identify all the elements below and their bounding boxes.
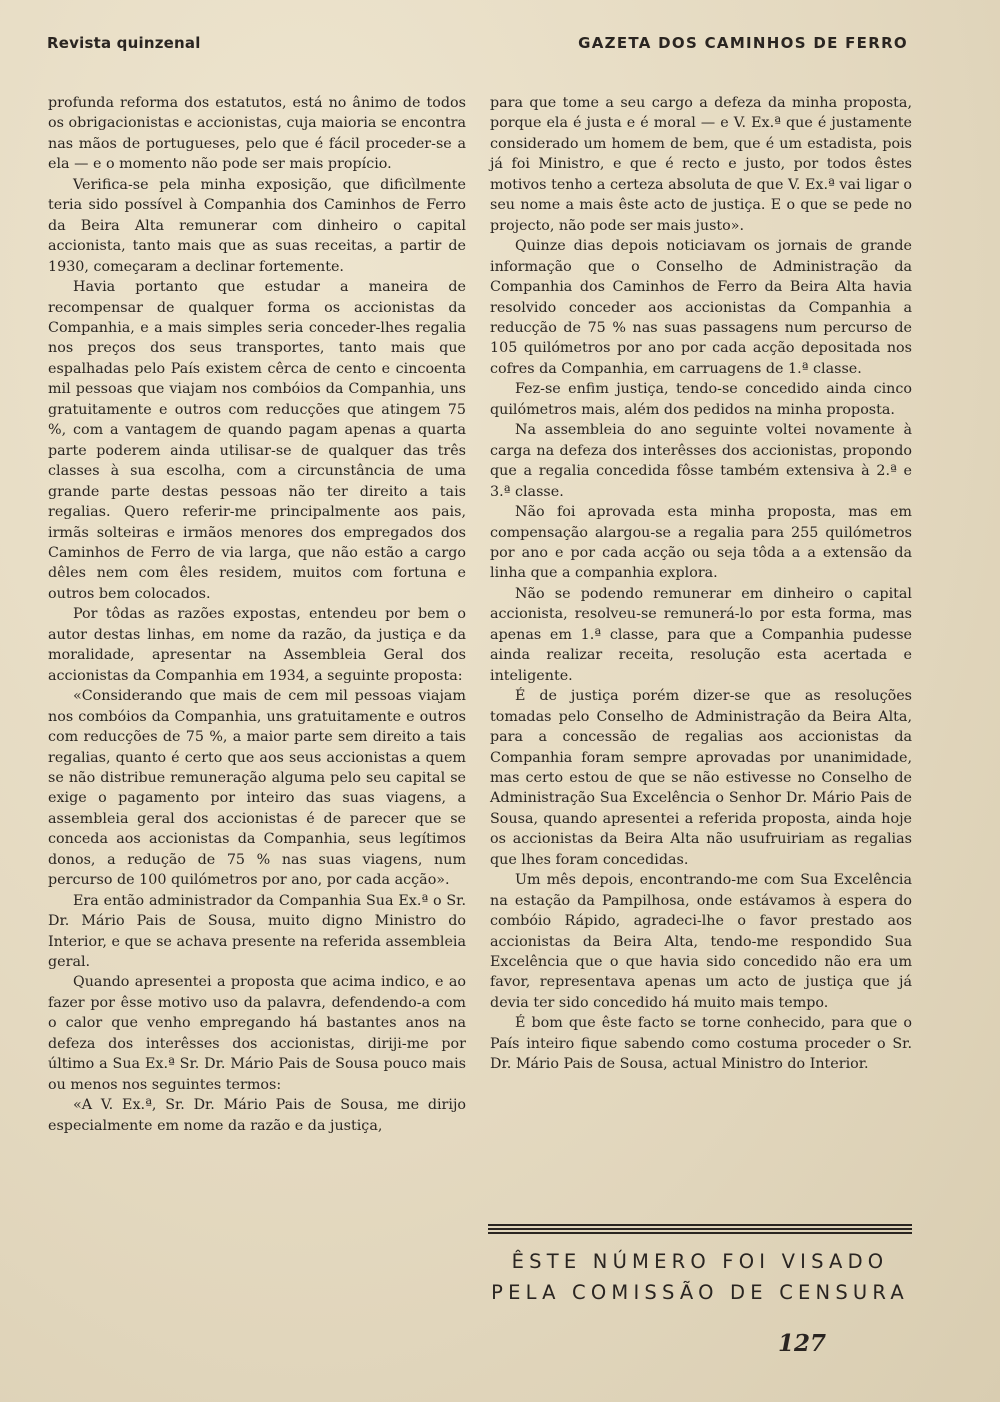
paragraph: profunda reforma dos estatutos, está no ânimo de todos os obrigacionistas e accionistas, cuja maioria se encontra nas mãos de portugueses, pelo que é fácil proceder-se a ela — e o momento não pode ser mais propício. (48, 95, 466, 173)
paragraph: Era então administrador da Companhia Sua Ex.ª o Sr. Dr. Mário Pais de Sousa, muito digno Ministro do Interior, e que se achava presente na referida assembleia geral. (48, 892, 466, 971)
paragraph: «Considerando que mais de cem mil pessoas viajam nos combóios da Companhia, uns gratuitamente e outros com reducções de 75 %, a maior parte sem direito a tais regalias, quanto é certo que aos seus accionistas a quem se não distribue remuneração alguma pelo seu capital se exige o pagamento por inteiro das suas viagens, a assembleia geral dos accionistas é de parecer que se conceda aos accionistas da Companhia, seus legítimos donos, a redução de 75 % nas suas viagens, num percurso de 100 quilómetros por ano, por cada acção». (48, 688, 466, 889)
paragraph: Não se podendo remunerar em dinheiro o capital accionista, resolveu-se remunerá-lo por esta forma, mas apenas em 1.ª classe, para que a Companhia pudesse ainda realizar receita, resolução esta acertada e inteligente. (490, 585, 912, 684)
paragraph: Verifica-se pela minha exposição, que dificìlmente teria sido possível à Companhia dos Caminhos de Ferro da Beira Alta remunerar com dinheiro o capital accionista, tanto mais que as suas receitas, a partir de 1930, começaram a declinar fortemente. (48, 176, 466, 275)
paragraph: Fez-se enfim justiça, tendo-se concedido ainda cinco quilómetros mais, além dos pedidos na minha proposta. (490, 381, 912, 418)
censorship-notice-line: ÊSTE NÚMERO FOI VISADO (511, 1250, 889, 1273)
paragraph: Um mês depois, encontrando-me com Sua Excelência na estação da Pampilhosa, onde estávamos à espera do combóio Rápido, agradeci-lhe o favor prestado aos accionistas da Beira Alta, tendo-me respondido Sua Excelência que o que havia sido concedido não era um favor, representava apenas um acto de justiça que já devia ter sido concedido há muito mais tempo. (490, 872, 912, 1011)
paragraph: Por tôdas as razões expostas, entendeu por bem o autor destas linhas, em nome da razão, da justiça e da moralidade, apresentar na Assembleia Geral dos accionistas da Companhia em 1934, a seguinte proposta: (48, 606, 466, 684)
paragraph: Quinze dias depois noticiavam os jornais de grande informação que o Conselho de Administração da Companhia dos Caminhos de Ferro da Beira Alta havia resolvido conceder aos accionistas da Companhia a reducção de 75 % nas suas passagens num percurso de 105 quilómetros por ano por cada acção depositada nos cofres da Companhia, em carruagens de 1.ª classe. (490, 238, 912, 377)
paragraph: Na assembleia do ano seguinte voltei novamente à carga na defeza dos interêsses dos accionistas, propondo que a regalia concedida fôsse também extensiva à 2.ª e 3.ª classe. (490, 422, 912, 500)
censorship-notice-line: PELA COMISSÃO DE CENSURA (491, 1281, 909, 1304)
left-text-column (48, 93, 466, 1136)
page-number: 127 (778, 1330, 827, 1357)
header-publication-frequency: Revista quinzenal (47, 34, 201, 52)
right-text-column (490, 93, 912, 1075)
paragraph: para que tome a seu cargo a defeza da minha proposta, porque ela é justa e é moral — e V. Ex.ª que é justamente considerado um homem de bem, que é um estadista, pois já foi Ministro, e que é recto e justo, por todos êstes motivos tenho a certeza absoluta de que V. Ex.ª vai ligar o seu nome a mais êste acto de justiça. E o que se pede no projecto, não pode ser mais justo». (490, 95, 912, 234)
paragraph: «A V. Ex.ª, Sr. Dr. Mário Pais de Sousa, me dirijo especialmente em nome da razão e da justiça, (48, 1097, 466, 1134)
paragraph: Quando apresentei a proposta que acima indico, e ao fazer por êsse motivo uso da palavra, defendendo-a com o calor que venho empregando há bastantes anos na defeza dos interêsses dos accionistas, diriji-me por último a Sua Ex.ª Sr. Dr. Mário Pais de Sousa pouco mais ou menos nos seguintes termos: (48, 974, 466, 1093)
paragraph: É bom que êste facto se torne conhecido, para que o País inteiro fique sabendo como costuma proceder o Sr. Dr. Mário Pais de Sousa, actual Ministro do Interior. (490, 1015, 912, 1073)
section-divider-rule (488, 1224, 912, 1236)
censorship-notice (488, 1246, 912, 1308)
paragraph: Não foi aprovada esta minha proposta, mas em compensação alargou-se a regalia para 255 quilómetros por ano e por cada acção ou seja tôda a a extensão da linha que a companhia explora. (490, 504, 912, 582)
paragraph: É de justiça porém dizer-se que as resoluções tomadas pelo Conselho de Administração da Beira Alta, para a concessão de regalias aos accionistas da Companhia foram sempre aprovadas por unanimidade, mas certo estou de que se não estivesse no Conselho de Administração Sua Excelência o Senhor Dr. Mário Pais de Sousa, quando apresentei a referida proposta, ainda hoje os accionistas da Beira Alta não usufruiriam as regalias que lhes foram concedidas. (490, 688, 912, 868)
header-publication-title: GAZETA DOS CAMINHOS DE FERRO (578, 34, 908, 52)
paragraph: Havia portanto que estudar a maneira de recompensar de qualquer forma os accionistas da Companhia, e a mais simples seria conceder-lhes regalia nos preços dos seus transportes, tanto mais que espalhadas pelo País existem cêrca de cento e cincoenta mil pessoas que viajam nos combóios da Companhia, uns gratuitamente e outros com reducções que atingem 75 %, com a vantagem de quando pagam apenas a quarta parte poderem ainda utilisar-se de qualquer das três classes à sua escolha, com a circunstância de uma grande parte destas pessoas não ter direito a tais regalias. Quero referir-me principalmente aos pais, irmãs solteiras e irmãos menores dos empregados dos Caminhos de Ferro de via larga, que não estão a cargo dêles nem com êles residem, muitos com fortuna e outros bem colocados. (48, 279, 466, 602)
